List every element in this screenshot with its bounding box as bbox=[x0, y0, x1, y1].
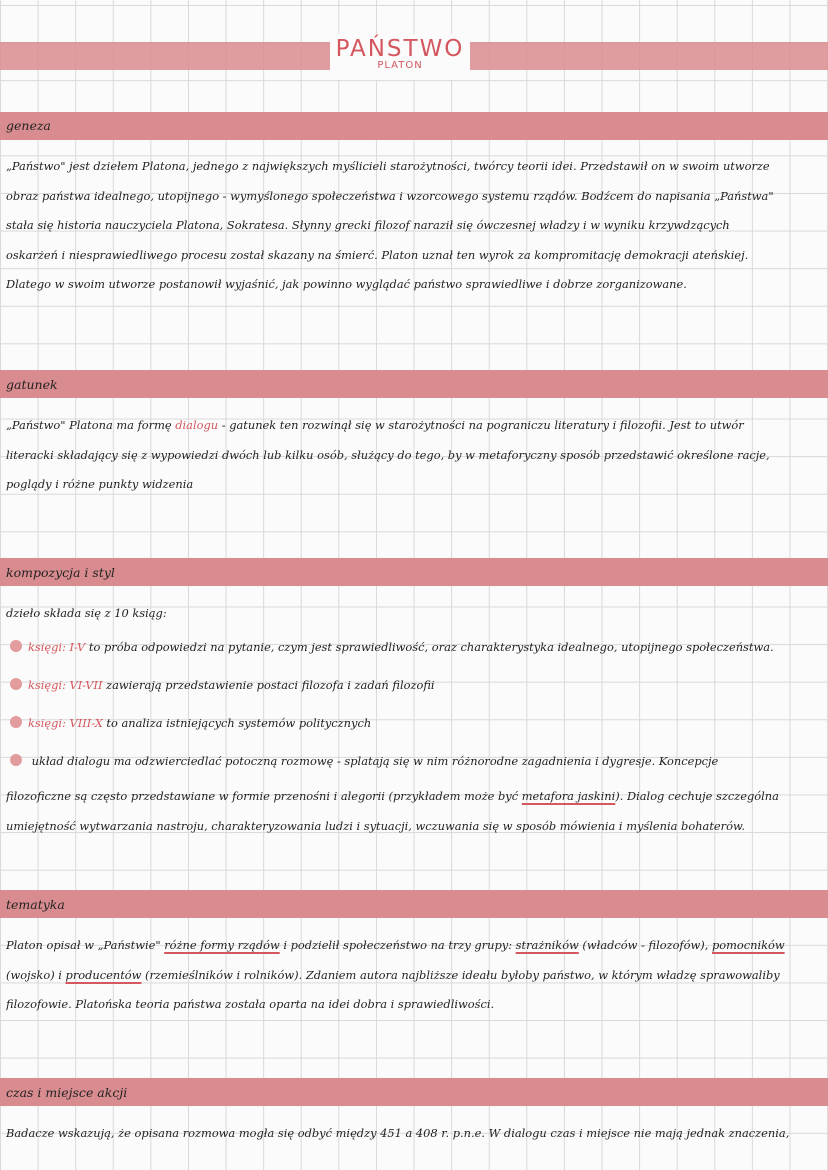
list-item bbox=[10, 716, 826, 730]
text-line: „Państwo" jest dziełem Platona, jednego z największych myślicieli starożytności, twórcy teorii idei. Przedstawił on w swoim utworze bbox=[6, 159, 770, 173]
text-fragment: (wojsko) i bbox=[6, 967, 66, 982]
list-item bbox=[10, 640, 826, 654]
section-body-geneza bbox=[6, 152, 824, 300]
bullet-dot-icon bbox=[10, 716, 22, 728]
text-line: filozofowie. Platońska teoria państwa została oparta na idei dobra i sprawiedliwości. bbox=[6, 997, 495, 1011]
bullet-label: księgi: I-V bbox=[28, 640, 86, 654]
list-item bbox=[10, 754, 826, 768]
section-heading-geneza: geneza bbox=[6, 118, 51, 133]
bullet-text: to analiza istniejących systemów politycznych bbox=[102, 716, 372, 730]
section-heading-czas: czas i miejsce akcji bbox=[6, 1085, 128, 1100]
text-line: poglądy i różne punkty widzenia bbox=[6, 477, 194, 491]
underlined-metafora-jaskini: metafora jaskini bbox=[521, 789, 616, 803]
section-body-czas bbox=[6, 1119, 824, 1149]
section-heading-kompozycja: kompozycja i styl bbox=[6, 565, 115, 580]
page-subtitle: PLATON bbox=[377, 60, 423, 71]
section-body-tematyka bbox=[6, 931, 824, 1020]
section-band-kompozycja bbox=[0, 558, 828, 586]
bullet-dot-icon bbox=[10, 640, 22, 652]
bullet-dot-icon bbox=[10, 678, 22, 690]
text-line: obraz państwa idealnego, utopijnego - wymyślonego społeczeństwa i wzorcowego systemu rządów. Bodźcem do napisania „Państwa" bbox=[6, 188, 774, 203]
text-line bbox=[6, 931, 824, 961]
underlined-term: strażników bbox=[515, 938, 579, 952]
text-fragment: (rzemieślników i rolników). Zdaniem autora najbliższe ideału byłoby państwo, w którym władzę sprawowaliby bbox=[141, 967, 780, 982]
underlined-term: producentów bbox=[65, 967, 142, 982]
text-fragment: Platon opisał w „Państwie" bbox=[6, 938, 165, 952]
text-line bbox=[6, 961, 824, 991]
section-band-tematyka bbox=[0, 890, 828, 918]
list-item bbox=[10, 678, 826, 692]
bullet-text: to próba odpowiedzi na pytanie, czym jest sprawiedliwość, oraz charakterystyka idealnego, utopijnego społeczeństwa. bbox=[85, 640, 774, 654]
section-heading-gatunek: gatunek bbox=[6, 377, 58, 392]
bullet-label: księgi: VIII-X bbox=[28, 716, 103, 730]
text-line: stała się historia nauczyciela Platona, Sokratesa. Słynny grecki filozof naraził się ówczesnej władzy i w wyniku krzywdzących bbox=[6, 218, 730, 232]
text-fragment: - gatunek ten rozwinął się w starożytności na pograniczu literatury i filozofii. Jest to utwór bbox=[218, 418, 744, 432]
underlined-term: różne formy rządów bbox=[164, 938, 280, 952]
text-fragment: (władców - filozofów), bbox=[578, 938, 712, 952]
text-fragment: „Państwo" Platona ma formę bbox=[6, 418, 176, 432]
bullet-label: księgi: VI-VII bbox=[28, 678, 103, 692]
bullet-dot-icon bbox=[10, 754, 22, 766]
bullet-text: zawierają przedstawienie postaci filozofa i zadań filozofii bbox=[102, 678, 435, 692]
text-line: umiejętność wytwarzania nastroju, charakteryzowania ludzi i sytuacji, wczuwania się w sposób mówienia i myślenia bohaterów. bbox=[6, 818, 745, 833]
bullet-text: układ dialogu ma odzwierciedlać potoczną rozmowę - splatają się w nim różnorodne zagadnienia i dygresje. Koncepcje bbox=[28, 754, 719, 768]
page-title: PAŃSTWO bbox=[335, 36, 465, 62]
text-line: Dlatego w swoim utworze postanowił wyjaśnić, jak powinno wyglądać państwo sprawiedliwe i dobrze zorganizowane. bbox=[6, 277, 687, 291]
section-body-kompozycja bbox=[6, 782, 824, 841]
text-fragment: filozoficzne są często przedstawiane w formie przenośni i alegorii (przykładem może być bbox=[6, 789, 522, 803]
text-line: Badacze wskazują, że opisana rozmowa mogła się odbyć między 451 a 408 r. p.n.e. W dialogu czas i miejsce nie mają jednak znaczenia, bbox=[6, 1126, 790, 1140]
text-line: dzieło składa się z 10 ksiąg: bbox=[6, 606, 167, 620]
section-intro-kompozycja bbox=[6, 599, 824, 629]
section-heading-tematyka: tematyka bbox=[6, 897, 65, 912]
section-band-gatunek bbox=[0, 370, 828, 398]
text-line bbox=[6, 782, 824, 812]
highlight-dialog: dialogu bbox=[175, 418, 219, 432]
title-block bbox=[330, 34, 470, 80]
text-line: oskarżeń i niesprawiedliwego procesu został skazany na śmierć. Platon uznał ten wyrok za kompromitację demokracji ateńskiej. bbox=[6, 247, 749, 262]
text-line: literacki składający się z wypowiedzi dwóch lub kilku osób, służący do tego, by w metaforyczny sposób przedstawić określone racje, bbox=[6, 447, 770, 462]
text-fragment: ). Dialog cechuje szczególna bbox=[615, 789, 779, 803]
section-band-geneza bbox=[0, 112, 828, 140]
text-line bbox=[6, 411, 824, 441]
section-body-gatunek bbox=[6, 411, 824, 500]
text-fragment: i podzielił społeczeństwo na trzy grupy: bbox=[279, 938, 516, 952]
underlined-term: pomocników bbox=[711, 938, 785, 952]
